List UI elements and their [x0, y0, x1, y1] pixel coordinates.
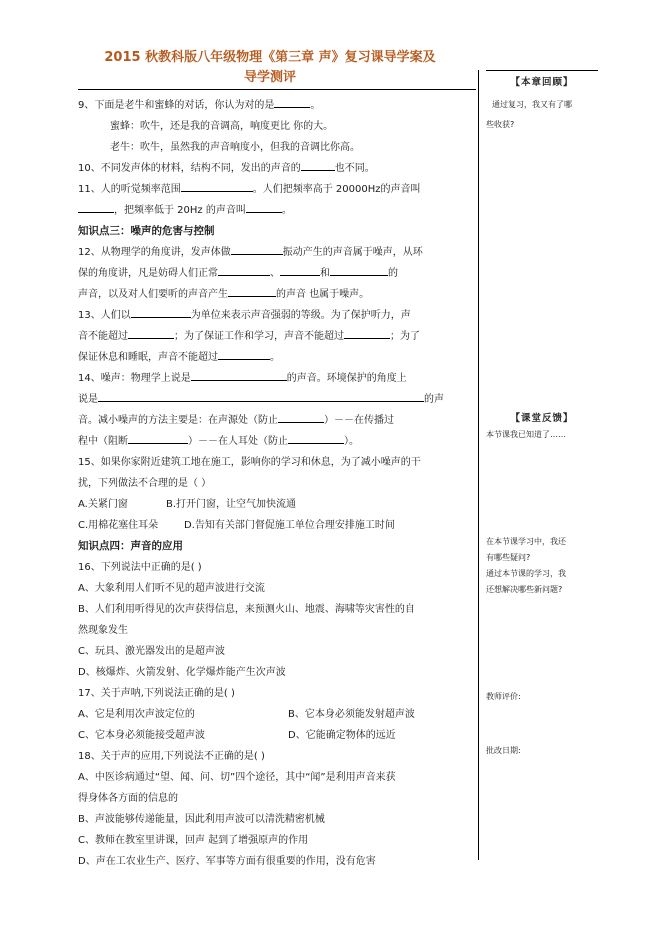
q18-option-d: D、声在工农业生产、医疗、军事等方面有很重要的作用，没有危害	[78, 856, 376, 867]
q14-line3: 音。减小噪声的方法主要是：在声源处（防止 ）－－在传播过	[78, 410, 478, 431]
review-section	[486, 76, 598, 132]
review-text-1: 通过复习，我又有了哪	[492, 100, 572, 109]
q16-option-c: C、玩具、激光器发出的是超声波	[78, 646, 225, 657]
q10: 10、不同发声体的材料，结构不同，发出的声音的 也不同。	[78, 158, 478, 179]
questions-section	[486, 535, 598, 597]
q16-stem: 16、下列说法中正确的是( )	[78, 562, 202, 573]
title-underline	[78, 89, 476, 90]
q15-option-b: B.打开门窗，让空气加快流通	[166, 499, 297, 510]
q9-ox: 老牛：吹牛，虽然我的声音响度小，但我的音调比你高。	[110, 142, 360, 153]
solve-text-1: 通过本节课的学习，我	[486, 569, 566, 578]
question-text-2: 有哪些疑问?	[486, 553, 531, 562]
section-3-heading: 知识点三：噪声的危害与控制	[78, 225, 215, 237]
q16-option-a: A、大象利用人们听不见的超声波进行交流	[78, 583, 265, 594]
q13-line1: 13、人们以 为单位来表示声音强弱的等级。为了保护听力，声	[78, 305, 478, 326]
section-4-heading: 知识点四：声音的应用	[78, 540, 183, 552]
q16-option-b-line1: B、人们利用听得见的次声获得信息，来预测火山、地震、海啸等灾害性的自	[78, 604, 415, 615]
review-text-2: 些收获?	[486, 120, 515, 129]
q17-stem: 17、关于声呐,下列说法正确的是( )	[78, 688, 235, 699]
q12-line1: 12、从物理学的角度讲，发声体做 振动产生的声音属于噪声，从环	[78, 242, 478, 263]
title-line-1: 2015 秋教科版八年级物理《第三章 声》复习课导学案及	[104, 50, 436, 65]
q17-option-b: B、它本身必须能发射超声波	[288, 709, 415, 720]
review-title: 【本章回顾】	[510, 77, 574, 88]
q11-line1: 11、人的听觉频率范围 。人们把频率高于 20000Hz的声音叫	[78, 179, 478, 200]
feedback-section	[486, 412, 598, 442]
q18-option-b: B、声波能够传递能量，因此利用声波可以清洗精密机械	[78, 814, 325, 825]
column-divider	[478, 70, 479, 860]
q17-option-c: C、它本身必须能接受超声波	[78, 730, 205, 741]
sidebar-top-rule	[486, 70, 598, 71]
q15-line1: 15、如果你家附近建筑工地在施工，影响你的学习和休息，为了减小噪声的干	[78, 457, 421, 468]
q17-options-cd	[78, 725, 478, 746]
q16-option-b-line2: 然现象发生	[78, 625, 128, 636]
q13-line3: 保证休息和睡眠，声音不能超过 。	[78, 347, 478, 368]
review-date: 批改日期:	[486, 746, 521, 755]
q17-option-d: D、它能确定物体的远近	[288, 730, 396, 741]
q9-stem: 9、下面是老牛和蜜蜂的对话，你认为对的是 。	[78, 95, 478, 116]
q15-option-a: A.关紧门窗	[78, 499, 128, 510]
teacher-eval: 教师评价:	[486, 692, 521, 701]
q11-line2: ，把频率低于 20Hz 的声音叫 。	[78, 200, 478, 221]
q14-line1: 14、噪声：物理学上说是 的声音。环境保护的角度上	[78, 368, 478, 389]
q18-option-a-line2: 得身体各方面的信息的	[78, 793, 178, 804]
q13-line2: 音不能超过 ；为了保证工作和学习，声音不能超过 ；为了	[78, 326, 478, 347]
q18-stem: 18、关于声的应用,下列说法不正确的是( )	[78, 751, 265, 762]
q16-option-d: D、核爆炸、火箭发射、化学爆炸能产生次声波	[78, 667, 286, 678]
title-line-2: 导学测评	[243, 70, 296, 85]
q15-options-cd	[78, 515, 478, 536]
feedback-text: 本节课我已知道了……	[486, 430, 566, 439]
solve-text-2: 还想解决哪些新问题?	[486, 585, 563, 594]
q12-line2: 保的角度讲，凡是妨碍人们正常 、 和 的	[78, 263, 478, 284]
q17-option-a: A、它是利用次声波定位的	[78, 709, 195, 720]
q14-line4: 程中（阻断 ）－－在人耳处（防止 ）。	[78, 431, 478, 452]
question-text-1: 在本节课学习中，我还	[486, 537, 566, 546]
feedback-title: 【课堂反馈】	[510, 413, 574, 424]
q15-option-c: C.用棉花塞住耳朵	[78, 520, 159, 531]
q15-option-d: D.告知有关部门督促施工单位合理安排施工时间	[184, 520, 395, 531]
q18-option-c: C、教师在教室里讲课，回声 起到了增强原声的作用	[78, 835, 309, 846]
document-title	[60, 48, 480, 88]
q9-bee: 蜜蜂：吹牛，还是我的音调高，响度更比 你的大。	[110, 121, 334, 132]
q17-options-ab	[78, 704, 478, 725]
q15-options-ab	[78, 494, 478, 515]
q15-line2: 扰，下列做法不合理的是（ ）	[78, 478, 212, 489]
q14-line2: 说是 的声	[78, 389, 478, 410]
q12-line3: 声音，以及对人们要听的声音产生 的声音 也属于噪声。	[78, 284, 478, 305]
q18-option-a-line1: A、中医诊病通过“望、闻、问、切”四个途径，其中“闻”是利用声音来获	[78, 772, 396, 783]
main-content	[78, 95, 478, 872]
